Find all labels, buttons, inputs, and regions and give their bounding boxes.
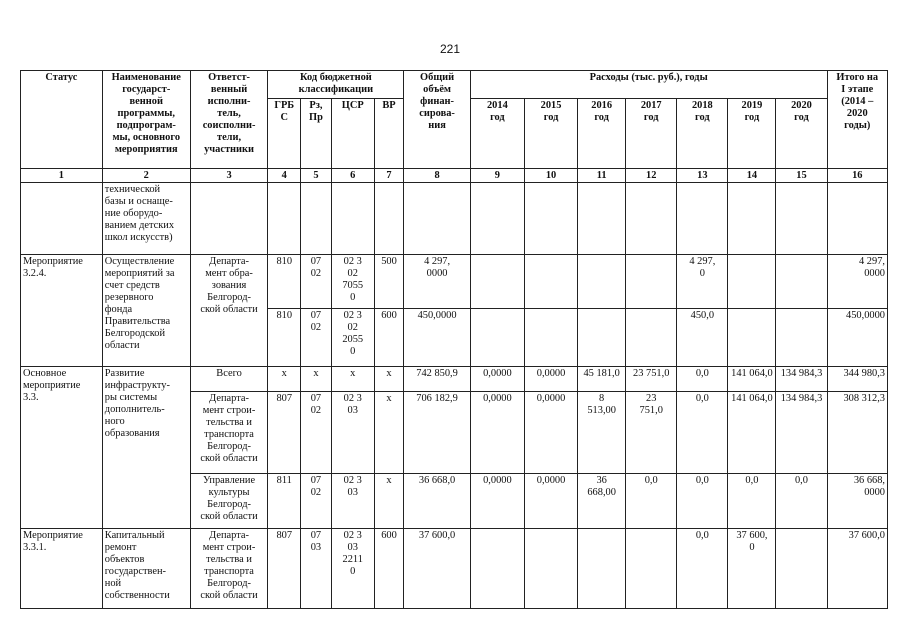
cell-vr: 500 bbox=[374, 255, 404, 309]
header-stage-total: Итого на I этапе (2014 – 2020 годы) bbox=[827, 71, 887, 169]
cell-empty bbox=[524, 529, 577, 609]
cell-empty bbox=[524, 183, 577, 255]
cell-rzpr: х bbox=[301, 367, 332, 392]
column-number: 9 bbox=[470, 169, 524, 183]
cell-empty bbox=[626, 529, 677, 609]
cell-2016: 36 668,00 bbox=[578, 474, 626, 529]
cell-2015: 0,0000 bbox=[524, 392, 577, 474]
column-number: 6 bbox=[331, 169, 374, 183]
cell-grbs: 810 bbox=[268, 309, 301, 367]
cell-2019: 0,0 bbox=[728, 474, 776, 529]
cell-total: 37 600,0 bbox=[404, 529, 470, 609]
cell-responsible: Департа- мент обра- зования Белгород- ской области bbox=[190, 255, 268, 367]
cell-csr: 02 3 02 2055 0 bbox=[331, 309, 374, 367]
cell-rzpr: 07 02 bbox=[301, 309, 332, 367]
cell-vr: 600 bbox=[374, 309, 404, 367]
cell-2018: 0,0 bbox=[677, 529, 728, 609]
cell-grbs: 807 bbox=[268, 529, 301, 609]
cell-2020: 134 984,3 bbox=[776, 367, 827, 392]
cell-stage-total: 308 312,3 bbox=[827, 392, 887, 474]
cell-empty bbox=[470, 183, 524, 255]
header-vr: ВР bbox=[374, 99, 404, 169]
cell-empty bbox=[626, 183, 677, 255]
cell-2019: 141 064,0 bbox=[728, 367, 776, 392]
cell-status-empty bbox=[21, 183, 103, 255]
column-number: 16 bbox=[827, 169, 887, 183]
cell-2014: 0,0000 bbox=[470, 367, 524, 392]
header-year-2015: 2015 год bbox=[524, 99, 577, 169]
cell-empty bbox=[190, 183, 268, 255]
cell-2017: 23 751,0 bbox=[626, 367, 677, 392]
page-number: 221 bbox=[440, 42, 461, 56]
cell-grbs: х bbox=[268, 367, 301, 392]
cell-2018: 4 297, 0 bbox=[677, 255, 728, 309]
cell-grbs: 807 bbox=[268, 392, 301, 474]
cell-csr: 02 3 03 2211 0 bbox=[331, 529, 374, 609]
header-year-2016: 2016 год bbox=[578, 99, 626, 169]
cell-2019: 37 600, 0 bbox=[728, 529, 776, 609]
cell-responsible: Всего bbox=[190, 367, 268, 392]
column-number-row bbox=[21, 169, 888, 183]
cell-status: Мероприятие 3.3.1. bbox=[21, 529, 103, 609]
cell-rzpr: 07 02 bbox=[301, 474, 332, 529]
cell-empty bbox=[578, 255, 626, 309]
column-number: 2 bbox=[102, 169, 190, 183]
column-number: 10 bbox=[524, 169, 577, 183]
cell-2014: 0,0000 bbox=[470, 474, 524, 529]
cell-stage-total: 344 980,3 bbox=[827, 367, 887, 392]
cell-csr: х bbox=[331, 367, 374, 392]
cell-rzpr: 07 02 bbox=[301, 255, 332, 309]
cell-empty bbox=[827, 183, 887, 255]
column-number: 8 bbox=[404, 169, 470, 183]
cell-total: 742 850,9 bbox=[404, 367, 470, 392]
cell-empty bbox=[728, 255, 776, 309]
cell-empty bbox=[470, 529, 524, 609]
cell-empty bbox=[374, 183, 404, 255]
cell-empty bbox=[301, 183, 332, 255]
cell-name: технической базы и оснаще- ние оборудо- ванием детских школ искусств) bbox=[102, 183, 190, 255]
cell-2019: 141 064,0 bbox=[728, 392, 776, 474]
cell-empty bbox=[776, 183, 827, 255]
cell-empty bbox=[626, 255, 677, 309]
cell-2017: 0,0 bbox=[626, 474, 677, 529]
cell-responsible: Департа- мент строи- тельства и транспорта Белгород- ской области bbox=[190, 529, 268, 609]
cell-empty bbox=[578, 309, 626, 367]
cell-stage-total: 37 600,0 bbox=[827, 529, 887, 609]
header-total-volume: Общий объём финан- сирова- ния bbox=[404, 71, 470, 169]
cell-vr: х bbox=[374, 392, 404, 474]
cell-empty bbox=[626, 309, 677, 367]
cell-csr: 02 3 03 bbox=[331, 392, 374, 474]
budget-table bbox=[20, 70, 888, 609]
cell-empty bbox=[268, 183, 301, 255]
cell-stage-total: 4 297, 0000 bbox=[827, 255, 887, 309]
cell-responsible: Департа- мент строи- тельства и транспорта Белгород- ской области bbox=[190, 392, 268, 474]
cell-empty bbox=[776, 529, 827, 609]
column-number: 15 bbox=[776, 169, 827, 183]
cell-csr: 02 3 03 bbox=[331, 474, 374, 529]
cell-name: Осуществление мероприятий за счет средств резервного фонда Правительства Белгородской области bbox=[102, 255, 190, 367]
column-number: 4 bbox=[268, 169, 301, 183]
cell-vr: 600 bbox=[374, 529, 404, 609]
cell-grbs: 811 bbox=[268, 474, 301, 529]
header-responsible: Ответст- венный исполни- тель, соисполни- тели, участники bbox=[190, 71, 268, 169]
cell-name: Капитальный ремонт объектов государствен- ной собственности bbox=[102, 529, 190, 609]
header-year-2018: 2018 год bbox=[677, 99, 728, 169]
header-year-2019: 2019 год bbox=[728, 99, 776, 169]
header-year-2020: 2020 год bbox=[776, 99, 827, 169]
cell-stage-total: 450,0000 bbox=[827, 309, 887, 367]
cell-2016: 45 181,0 bbox=[578, 367, 626, 392]
cell-empty bbox=[578, 183, 626, 255]
cell-grbs: 810 bbox=[268, 255, 301, 309]
cell-total: 706 182,9 bbox=[404, 392, 470, 474]
table-row bbox=[21, 255, 888, 309]
table-row bbox=[21, 183, 888, 255]
cell-status: Мероприятие 3.2.4. bbox=[21, 255, 103, 367]
column-number: 1 bbox=[21, 169, 103, 183]
cell-status: Основное мероприятие 3.3. bbox=[21, 367, 103, 529]
cell-empty bbox=[470, 309, 524, 367]
cell-csr: 02 3 02 7055 0 bbox=[331, 255, 374, 309]
cell-2017: 23 751,0 bbox=[626, 392, 677, 474]
cell-2020: 0,0 bbox=[776, 474, 827, 529]
cell-2018: 0,0 bbox=[677, 474, 728, 529]
cell-2018: 450,0 bbox=[677, 309, 728, 367]
cell-vr: х bbox=[374, 367, 404, 392]
cell-empty bbox=[776, 309, 827, 367]
cell-empty bbox=[404, 183, 470, 255]
column-number: 7 bbox=[374, 169, 404, 183]
cell-total: 450,0000 bbox=[404, 309, 470, 367]
cell-2015: 0,0000 bbox=[524, 367, 577, 392]
cell-empty bbox=[524, 309, 577, 367]
header-year-2017: 2017 год bbox=[626, 99, 677, 169]
header-csr: ЦСР bbox=[331, 99, 374, 169]
table-row bbox=[21, 529, 888, 609]
cell-total: 4 297, 0000 bbox=[404, 255, 470, 309]
cell-2015: 0,0000 bbox=[524, 474, 577, 529]
header-year-2014: 2014 год bbox=[470, 99, 524, 169]
cell-responsible: Управление культуры Белгород- ской области bbox=[190, 474, 268, 529]
cell-empty bbox=[524, 255, 577, 309]
cell-rzpr: 07 02 bbox=[301, 392, 332, 474]
header-budget-code: Код бюджетной классификации bbox=[268, 71, 404, 99]
column-number: 5 bbox=[301, 169, 332, 183]
cell-2014: 0,0000 bbox=[470, 392, 524, 474]
cell-empty bbox=[331, 183, 374, 255]
cell-2020: 134 984,3 bbox=[776, 392, 827, 474]
cell-total: 36 668,0 bbox=[404, 474, 470, 529]
cell-empty bbox=[776, 255, 827, 309]
cell-stage-total: 36 668, 0000 bbox=[827, 474, 887, 529]
cell-rzpr: 07 03 bbox=[301, 529, 332, 609]
header-grbs: ГРБ С bbox=[268, 99, 301, 169]
header-rzpr: Рз, Пр bbox=[301, 99, 332, 169]
cell-empty bbox=[578, 529, 626, 609]
cell-empty bbox=[728, 309, 776, 367]
table-row bbox=[21, 367, 888, 392]
cell-2016: 8 513,00 bbox=[578, 392, 626, 474]
header-expenses: Расходы (тыс. руб.), годы bbox=[470, 71, 827, 99]
header-name: Наименование государст- венной программы, подпрограм- мы, основного мероприятия bbox=[102, 71, 190, 169]
column-number: 13 bbox=[677, 169, 728, 183]
header-status: Статус bbox=[21, 71, 103, 169]
column-number: 12 bbox=[626, 169, 677, 183]
column-number: 14 bbox=[728, 169, 776, 183]
cell-empty bbox=[728, 183, 776, 255]
cell-empty bbox=[470, 255, 524, 309]
cell-2018: 0,0 bbox=[677, 367, 728, 392]
column-number: 3 bbox=[190, 169, 268, 183]
cell-empty bbox=[677, 183, 728, 255]
cell-name: Развитие инфраструкту- ры системы дополнитель- ного образования bbox=[102, 367, 190, 529]
cell-2018: 0,0 bbox=[677, 392, 728, 474]
column-number: 11 bbox=[578, 169, 626, 183]
cell-vr: х bbox=[374, 474, 404, 529]
